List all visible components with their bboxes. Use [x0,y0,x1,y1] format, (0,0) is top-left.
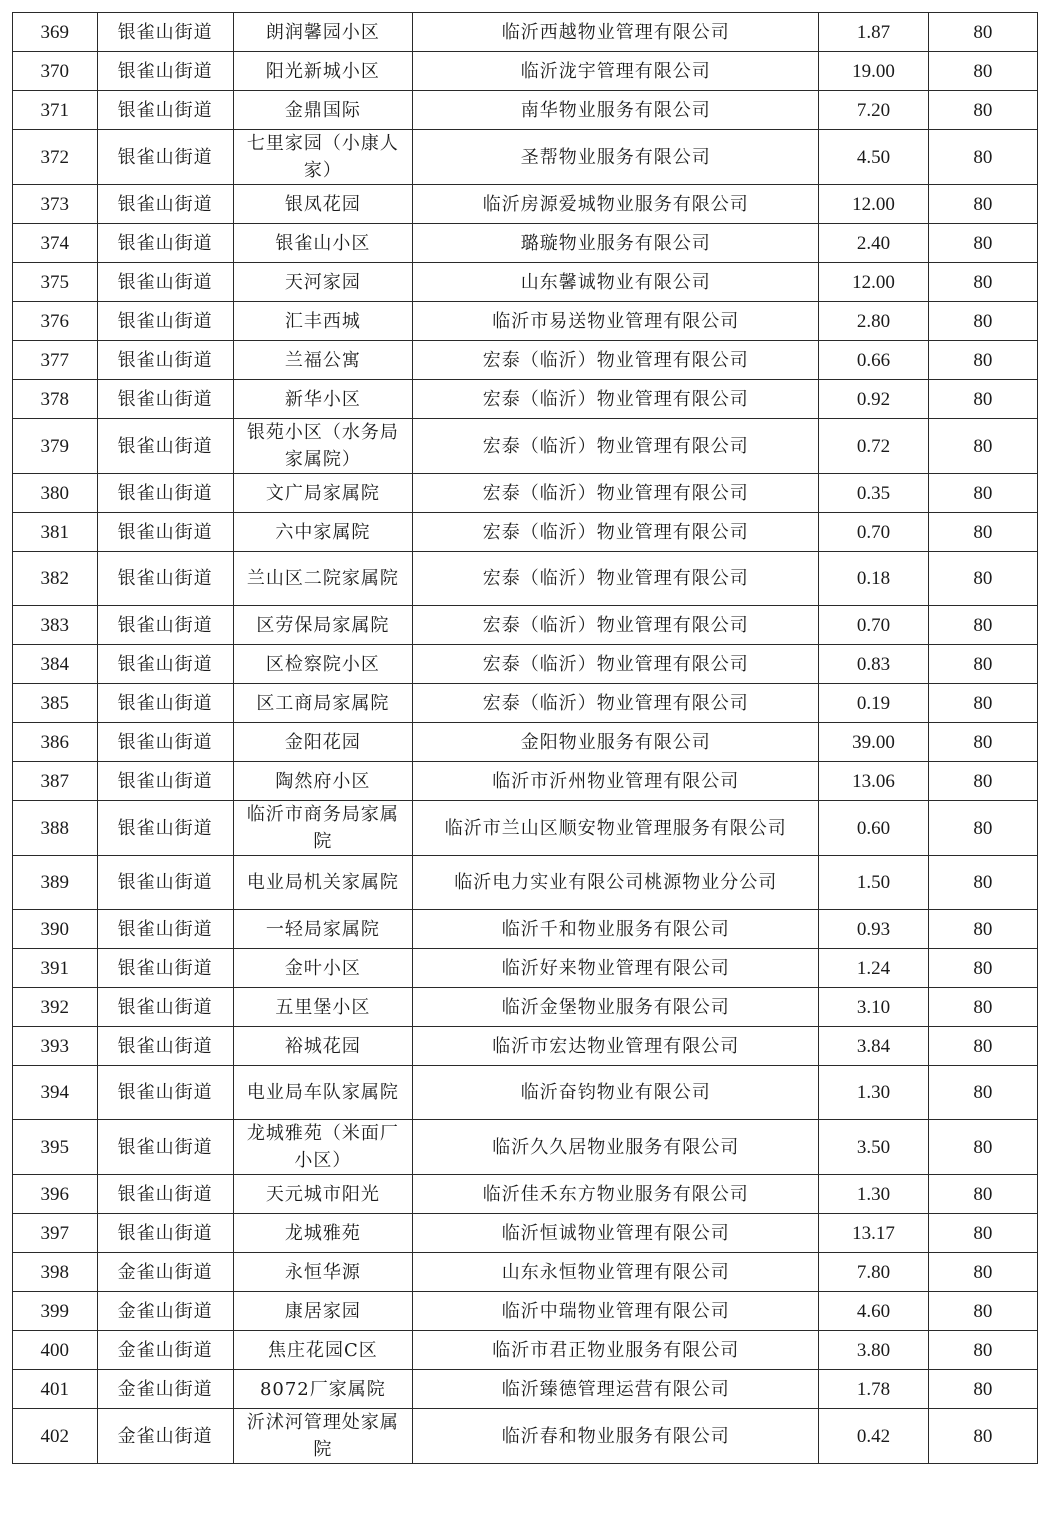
score-value: 80 [928,380,1037,419]
row-number: 402 [13,1409,98,1464]
area-value: 0.66 [819,341,928,380]
score-value: 80 [928,684,1037,723]
property-company: 圣帮物业服务有限公司 [413,130,819,185]
score-value: 80 [928,302,1037,341]
row-number: 396 [13,1175,98,1214]
street-name: 银雀山街道 [97,1214,233,1253]
row-number: 390 [13,910,98,949]
row-number: 382 [13,552,98,606]
area-value: 1.50 [819,856,928,910]
table-row [13,91,1038,130]
table-row [13,801,1038,856]
table-row [13,988,1038,1027]
street-name: 银雀山街道 [97,684,233,723]
community-name: 焦庄花园C区 [233,1331,412,1370]
community-name: 电业局车队家属院 [233,1066,412,1120]
table-row [13,949,1038,988]
table-body [13,13,1038,1464]
community-name: 银凤花园 [233,185,412,224]
community-name: 沂沭河管理处家属院 [233,1409,412,1464]
area-value: 0.19 [819,684,928,723]
table-row [13,1370,1038,1409]
property-company: 临沂市沂州物业管理有限公司 [413,762,819,801]
community-name: 七里家园（小康人家） [233,130,412,185]
community-name: 金叶小区 [233,949,412,988]
row-number: 383 [13,606,98,645]
property-company: 宏泰（临沂）物业管理有限公司 [413,474,819,513]
table-row [13,185,1038,224]
table-row [13,552,1038,606]
community-name: 区工商局家属院 [233,684,412,723]
property-company: 临沂久久居物业服务有限公司 [413,1120,819,1175]
property-company: 宏泰（临沂）物业管理有限公司 [413,645,819,684]
row-number: 400 [13,1331,98,1370]
row-number: 372 [13,130,98,185]
score-value: 80 [928,645,1037,684]
row-number: 379 [13,419,98,474]
area-value: 1.24 [819,949,928,988]
area-value: 0.83 [819,645,928,684]
score-value: 80 [928,1066,1037,1120]
score-value: 80 [928,1120,1037,1175]
row-number: 370 [13,52,98,91]
community-name: 天河家园 [233,263,412,302]
table-row [13,341,1038,380]
street-name: 银雀山街道 [97,1120,233,1175]
street-name: 银雀山街道 [97,52,233,91]
area-value: 7.80 [819,1253,928,1292]
community-name: 汇丰西城 [233,302,412,341]
score-value: 80 [928,52,1037,91]
community-name: 陶然府小区 [233,762,412,801]
score-value: 80 [928,1370,1037,1409]
area-value: 0.60 [819,801,928,856]
row-number: 371 [13,91,98,130]
area-value: 0.70 [819,606,928,645]
property-company: 临沂金堡物业服务有限公司 [413,988,819,1027]
street-name: 银雀山街道 [97,552,233,606]
community-name: 临沂市商务局家属院 [233,801,412,856]
property-company: 临沂中瑞物业管理有限公司 [413,1292,819,1331]
area-value: 12.00 [819,185,928,224]
street-name: 银雀山街道 [97,988,233,1027]
row-number: 388 [13,801,98,856]
row-number: 376 [13,302,98,341]
property-company: 南华物业服务有限公司 [413,91,819,130]
table-row [13,513,1038,552]
community-name: 龙城雅苑 [233,1214,412,1253]
property-table [12,12,1038,1464]
community-name: 一轻局家属院 [233,910,412,949]
score-value: 80 [928,91,1037,130]
score-value: 80 [928,513,1037,552]
street-name: 银雀山街道 [97,185,233,224]
area-value: 3.10 [819,988,928,1027]
community-name: 天元城市阳光 [233,1175,412,1214]
table-row [13,474,1038,513]
row-number: 380 [13,474,98,513]
street-name: 金雀山街道 [97,1370,233,1409]
street-name: 银雀山街道 [97,224,233,263]
score-value: 80 [928,552,1037,606]
table-row [13,263,1038,302]
street-name: 银雀山街道 [97,302,233,341]
property-company: 临沂市易送物业管理有限公司 [413,302,819,341]
score-value: 80 [928,856,1037,910]
area-value: 3.84 [819,1027,928,1066]
table-row [13,13,1038,52]
score-value: 80 [928,988,1037,1027]
row-number: 395 [13,1120,98,1175]
street-name: 银雀山街道 [97,949,233,988]
table-row [13,302,1038,341]
street-name: 银雀山街道 [97,474,233,513]
table-row [13,645,1038,684]
community-name: 金鼎国际 [233,91,412,130]
property-company: 宏泰（临沂）物业管理有限公司 [413,606,819,645]
table-row [13,684,1038,723]
table-row [13,380,1038,419]
property-company: 金阳物业服务有限公司 [413,723,819,762]
row-number: 389 [13,856,98,910]
score-value: 80 [928,1331,1037,1370]
property-company: 临沂臻德管理运营有限公司 [413,1370,819,1409]
row-number: 399 [13,1292,98,1331]
property-company: 山东馨诚物业有限公司 [413,263,819,302]
table-row [13,1253,1038,1292]
street-name: 银雀山街道 [97,419,233,474]
street-name: 银雀山街道 [97,263,233,302]
row-number: 385 [13,684,98,723]
area-value: 4.60 [819,1292,928,1331]
community-name: 银苑小区（水务局家属院） [233,419,412,474]
score-value: 80 [928,13,1037,52]
table-row [13,52,1038,91]
area-value: 1.30 [819,1066,928,1120]
street-name: 银雀山街道 [97,801,233,856]
street-name: 银雀山街道 [97,856,233,910]
street-name: 金雀山街道 [97,1253,233,1292]
community-name: 康居家园 [233,1292,412,1331]
community-name: 8072厂家属院 [233,1370,412,1409]
table-row [13,1292,1038,1331]
community-name: 龙城雅苑（米面厂小区） [233,1120,412,1175]
score-value: 80 [928,801,1037,856]
area-value: 1.78 [819,1370,928,1409]
row-number: 391 [13,949,98,988]
area-value: 3.80 [819,1331,928,1370]
score-value: 80 [928,130,1037,185]
property-company: 临沂泷宇管理有限公司 [413,52,819,91]
street-name: 银雀山街道 [97,762,233,801]
community-name: 银雀山小区 [233,224,412,263]
property-company: 宏泰（临沂）物业管理有限公司 [413,684,819,723]
table-row [13,419,1038,474]
area-value: 0.72 [819,419,928,474]
table-row [13,224,1038,263]
property-company: 宏泰（临沂）物业管理有限公司 [413,341,819,380]
property-company: 宏泰（临沂）物业管理有限公司 [413,380,819,419]
area-value: 13.06 [819,762,928,801]
property-company: 临沂市兰山区顺安物业管理服务有限公司 [413,801,819,856]
street-name: 银雀山街道 [97,910,233,949]
score-value: 80 [928,474,1037,513]
area-value: 0.35 [819,474,928,513]
row-number: 375 [13,263,98,302]
street-name: 银雀山街道 [97,130,233,185]
score-value: 80 [928,224,1037,263]
area-value: 0.93 [819,910,928,949]
street-name: 银雀山街道 [97,91,233,130]
property-company: 山东永恒物业管理有限公司 [413,1253,819,1292]
street-name: 银雀山街道 [97,1027,233,1066]
table-row [13,1066,1038,1120]
area-value: 12.00 [819,263,928,302]
table-row [13,606,1038,645]
row-number: 378 [13,380,98,419]
community-name: 区检察院小区 [233,645,412,684]
community-name: 电业局机关家属院 [233,856,412,910]
table-row [13,723,1038,762]
score-value: 80 [928,341,1037,380]
property-company: 宏泰（临沂）物业管理有限公司 [413,552,819,606]
street-name: 银雀山街道 [97,645,233,684]
community-name: 新华小区 [233,380,412,419]
property-company: 临沂佳禾东方物业服务有限公司 [413,1175,819,1214]
score-value: 80 [928,1027,1037,1066]
area-value: 0.42 [819,1409,928,1464]
property-company: 临沂千和物业服务有限公司 [413,910,819,949]
score-value: 80 [928,606,1037,645]
score-value: 80 [928,762,1037,801]
row-number: 398 [13,1253,98,1292]
community-name: 区劳保局家属院 [233,606,412,645]
area-value: 2.40 [819,224,928,263]
street-name: 金雀山街道 [97,1292,233,1331]
area-value: 13.17 [819,1214,928,1253]
table-row [13,130,1038,185]
row-number: 381 [13,513,98,552]
row-number: 394 [13,1066,98,1120]
community-name: 阳光新城小区 [233,52,412,91]
street-name: 金雀山街道 [97,1409,233,1464]
street-name: 银雀山街道 [97,13,233,52]
row-number: 393 [13,1027,98,1066]
street-name: 金雀山街道 [97,1331,233,1370]
community-name: 裕城花园 [233,1027,412,1066]
area-value: 0.18 [819,552,928,606]
score-value: 80 [928,419,1037,474]
row-number: 374 [13,224,98,263]
community-name: 金阳花园 [233,723,412,762]
property-company: 临沂市宏达物业管理有限公司 [413,1027,819,1066]
area-value: 0.70 [819,513,928,552]
row-number: 386 [13,723,98,762]
street-name: 银雀山街道 [97,723,233,762]
row-number: 397 [13,1214,98,1253]
area-value: 7.20 [819,91,928,130]
street-name: 银雀山街道 [97,380,233,419]
property-company: 临沂电力实业有限公司桃源物业分公司 [413,856,819,910]
property-company: 临沂好来物业管理有限公司 [413,949,819,988]
property-company: 临沂奋钧物业有限公司 [413,1066,819,1120]
table-row [13,1120,1038,1175]
property-company: 宏泰（临沂）物业管理有限公司 [413,513,819,552]
area-value: 19.00 [819,52,928,91]
street-name: 银雀山街道 [97,1175,233,1214]
table-row [13,762,1038,801]
table-row [13,1175,1038,1214]
community-name: 六中家属院 [233,513,412,552]
score-value: 80 [928,1409,1037,1464]
row-number: 384 [13,645,98,684]
score-value: 80 [928,1292,1037,1331]
row-number: 377 [13,341,98,380]
score-value: 80 [928,949,1037,988]
area-value: 3.50 [819,1120,928,1175]
row-number: 387 [13,762,98,801]
score-value: 80 [928,185,1037,224]
community-name: 兰山区二院家属院 [233,552,412,606]
row-number: 401 [13,1370,98,1409]
score-value: 80 [928,1214,1037,1253]
row-number: 392 [13,988,98,1027]
street-name: 银雀山街道 [97,513,233,552]
community-name: 五里堡小区 [233,988,412,1027]
score-value: 80 [928,1175,1037,1214]
property-company: 宏泰（临沂）物业管理有限公司 [413,419,819,474]
community-name: 永恒华源 [233,1253,412,1292]
street-name: 银雀山街道 [97,1066,233,1120]
property-company: 临沂市君正物业服务有限公司 [413,1331,819,1370]
table-row [13,1409,1038,1464]
table-row [13,910,1038,949]
street-name: 银雀山街道 [97,341,233,380]
community-name: 兰福公寓 [233,341,412,380]
community-name: 文广局家属院 [233,474,412,513]
score-value: 80 [928,723,1037,762]
property-company: 临沂恒诚物业管理有限公司 [413,1214,819,1253]
area-value: 0.92 [819,380,928,419]
row-number: 369 [13,13,98,52]
score-value: 80 [928,910,1037,949]
area-value: 2.80 [819,302,928,341]
table-row [13,856,1038,910]
table-row [13,1214,1038,1253]
street-name: 银雀山街道 [97,606,233,645]
row-number: 373 [13,185,98,224]
area-value: 1.87 [819,13,928,52]
property-company: 临沂春和物业服务有限公司 [413,1409,819,1464]
table-row [13,1331,1038,1370]
table-row [13,1027,1038,1066]
area-value: 39.00 [819,723,928,762]
score-value: 80 [928,1253,1037,1292]
area-value: 4.50 [819,130,928,185]
property-company: 临沂房源爱城物业服务有限公司 [413,185,819,224]
area-value: 1.30 [819,1175,928,1214]
property-company: 璐璇物业服务有限公司 [413,224,819,263]
score-value: 80 [928,263,1037,302]
property-company: 临沂西越物业管理有限公司 [413,13,819,52]
community-name: 朗润馨园小区 [233,13,412,52]
